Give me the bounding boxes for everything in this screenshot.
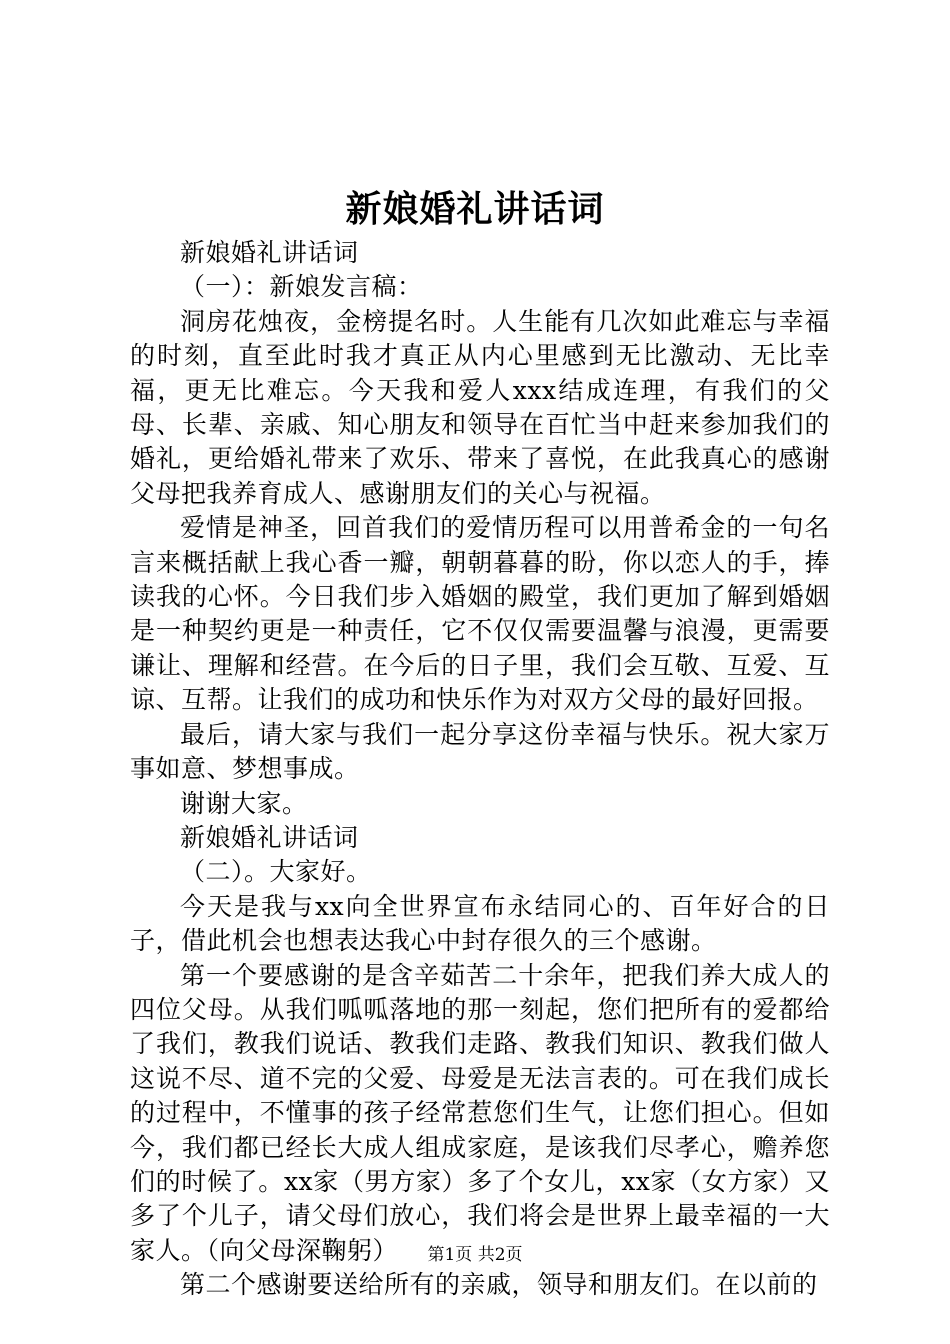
body-paragraph: 最后，请大家与我们一起分享这份幸福与快乐。祝大家万事如意、梦想事成。 — [130, 719, 830, 784]
body-paragraph: 洞房花烛夜，金榜提名时。人生能有几次如此难忘与幸福的时刻，直至此时我才真正从内心里感到无比激动、无比幸福，更无比难忘。今天我和爱人xxx结成连理，有我们的父母、长辈、亲戚、知心朋友和领导在百忙当中赶来参加我们的婚礼，更给婚礼带来了欢乐、带来了喜悦，在此我真心的感谢父母把我养育成人、感谢朋友们的关心与祝福。 — [130, 306, 830, 508]
body-paragraph: 第二个感谢要送给所有的亲戚，领导和朋友们。在以前的 — [180, 1270, 818, 1300]
page-footer: 第1页 共2页 — [427, 1245, 523, 1265]
body-paragraph: 第一个要感谢的是含辛茹苦二十余年，把我们养大成人的四位父母。从我们呱呱落地的那一刻起，您们把所有的爱都给了我们，教我们说话、教我们走路、教我们知识、教我们做人这说不尽、道不完的父爱、母爱是无法言表的。可在我们成长的过程中，不懂事的孩子经常惹您们生气，让您们担心。但如今，我们都已经长大成人组成家庭，是该我们尽孝心，赡养您们的时候了。xx家（男方家）多了个女儿，xx家（女方家）又多了个儿子，请父母们放心，我们将会是世界上最幸福的一大家人。（向父母深鞠躬） — [130, 960, 830, 1265]
page-title: 新娘婚礼讲话词 — [345, 188, 605, 230]
body-paragraph: 今天是我与xx向全世界宣布永结同心的、百年好合的日子，借此机会也想表达我心中封存很久的三个感谢。 — [130, 891, 830, 956]
section-heading: （二）。大家好。 — [180, 857, 372, 887]
subtitle-paragraph: 新娘婚礼讲话词 — [180, 238, 359, 267]
body-paragraph: 谢谢大家。 — [180, 788, 308, 818]
body-paragraph: 爱情是神圣，回首我们的爱情历程可以用普希金的一句名言来概括献上我心香一瓣，朝朝暮暮的盼，你以恋人的手，捧读我的心怀。今日我们步入婚姻的殿堂，我们更加了解到婚姻是一种契约更是一种责任，它不仅仅需要温馨与浪漫，更需要谦让、理解和经营。在今后的日子里，我们会互敬、互爱、互谅、互帮。让我们的成功和快乐作为对双方父母的最好回报。 — [130, 513, 830, 715]
section-heading: （一）：新娘发言稿： — [180, 272, 423, 302]
document-body — [130, 236, 830, 1303]
subtitle-paragraph: 新娘婚礼讲话词 — [180, 822, 359, 852]
